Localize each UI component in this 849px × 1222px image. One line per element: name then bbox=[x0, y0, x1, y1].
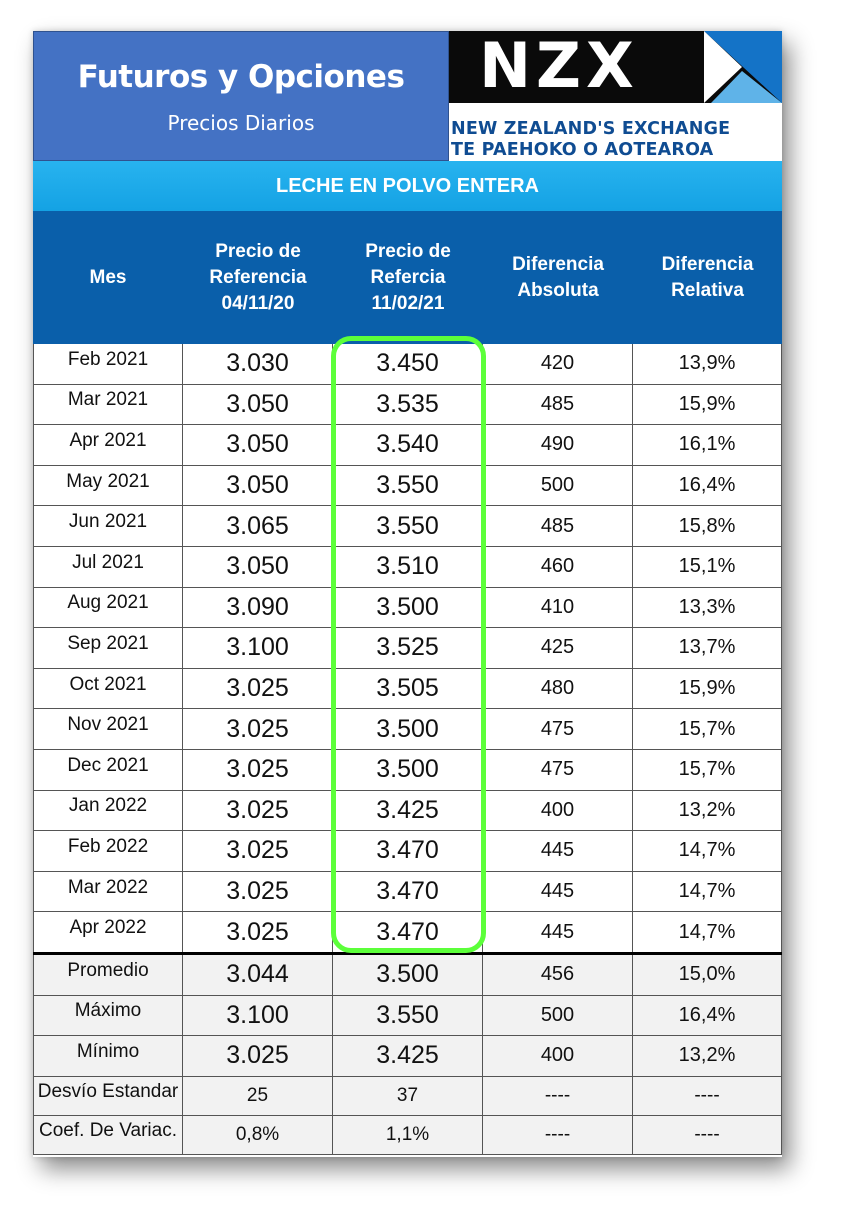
page-subtitle: Precios Diarios bbox=[167, 111, 315, 135]
logo-tagline-english: NEW ZEALAND'S EXCHANGE bbox=[451, 119, 731, 139]
cell-ref-price-1: 0,8% bbox=[183, 1116, 333, 1154]
section-title: LECHE EN POLVO ENTERA bbox=[33, 161, 782, 211]
cell-rel-diff: 14,7% bbox=[633, 912, 782, 952]
cell-rel-diff: 16,1% bbox=[633, 425, 782, 465]
cell-ref-price-1: 3.065 bbox=[183, 506, 333, 546]
cell-rel-diff: 14,7% bbox=[633, 831, 782, 871]
cell-abs-diff: 500 bbox=[483, 996, 633, 1036]
cell-rel-diff: 15,1% bbox=[633, 547, 782, 587]
page-title: Futuros y Opciones bbox=[77, 59, 405, 95]
cell-month: Oct 2021 bbox=[33, 669, 183, 709]
column-header-rel-diff: Diferencia Relativa bbox=[661, 253, 754, 301]
cell-month: Mar 2022 bbox=[33, 872, 183, 912]
cell-ref-price-1: 3.025 bbox=[183, 1036, 333, 1076]
cell-ref-price-2: 3.550 bbox=[333, 996, 483, 1036]
cell-rel-diff: 15,8% bbox=[633, 506, 782, 546]
cell-abs-diff: 500 bbox=[483, 466, 633, 506]
cell-abs-diff: ---- bbox=[483, 1077, 633, 1115]
cell-ref-price-1: 3.025 bbox=[183, 791, 333, 831]
cell-ref-price-1: 3.025 bbox=[183, 912, 333, 952]
table-row bbox=[33, 506, 782, 547]
column-header-abs-diff: Diferencia Absoluta bbox=[512, 253, 604, 301]
cell-ref-price-1: 3.025 bbox=[183, 709, 333, 749]
column-header-ref-price-1: Precio de Referencia 04/11/20 bbox=[209, 240, 307, 314]
cell-rel-diff: 13,9% bbox=[633, 344, 782, 384]
stats-row bbox=[33, 1036, 782, 1077]
cell-month: Nov 2021 bbox=[33, 709, 183, 749]
title-box bbox=[33, 31, 449, 161]
stats-row bbox=[33, 1077, 782, 1116]
logo-tagline-maori: TE PAEHOKO O AOTEAROA bbox=[451, 140, 714, 160]
cell-ref-price-2: 3.500 bbox=[333, 709, 483, 749]
table-row bbox=[33, 466, 782, 507]
column-header-row bbox=[33, 211, 782, 344]
cell-month: Jul 2021 bbox=[33, 547, 183, 587]
cell-ref-price-1: 3.050 bbox=[183, 466, 333, 506]
cell-month: Aug 2021 bbox=[33, 588, 183, 628]
stats-row bbox=[33, 1116, 782, 1155]
table-row bbox=[33, 588, 782, 629]
cell-abs-diff: ---- bbox=[483, 1116, 633, 1154]
cell-ref-price-1: 3.025 bbox=[183, 750, 333, 790]
cell-abs-diff: 456 bbox=[483, 955, 633, 995]
cell-ref-price-2: 3.470 bbox=[333, 831, 483, 871]
cell-abs-diff: 490 bbox=[483, 425, 633, 465]
cell-abs-diff: 485 bbox=[483, 385, 633, 425]
cell-month: Apr 2022 bbox=[33, 912, 183, 952]
cell-rel-diff: 13,7% bbox=[633, 628, 782, 668]
cell-ref-price-1: 3.025 bbox=[183, 872, 333, 912]
cell-rel-diff: 13,3% bbox=[633, 588, 782, 628]
table-row bbox=[33, 547, 782, 588]
cell-ref-price-2: 3.500 bbox=[333, 588, 483, 628]
cell-rel-diff: 15,9% bbox=[633, 385, 782, 425]
table-row bbox=[33, 750, 782, 791]
cell-rel-diff: 13,2% bbox=[633, 1036, 782, 1076]
cell-abs-diff: 445 bbox=[483, 872, 633, 912]
cell-ref-price-1: 3.025 bbox=[183, 831, 333, 871]
cell-abs-diff: 445 bbox=[483, 831, 633, 871]
cell-abs-diff: 485 bbox=[483, 506, 633, 546]
cell-month: Apr 2021 bbox=[33, 425, 183, 465]
cell-ref-price-1: 25 bbox=[183, 1077, 333, 1115]
cell-ref-price-1: 3.050 bbox=[183, 547, 333, 587]
cell-month: Feb 2022 bbox=[33, 831, 183, 871]
cell-month: Máximo bbox=[33, 996, 183, 1036]
cell-abs-diff: 480 bbox=[483, 669, 633, 709]
cell-rel-diff: 14,7% bbox=[633, 872, 782, 912]
stats-row bbox=[33, 955, 782, 996]
cell-rel-diff: ---- bbox=[633, 1116, 782, 1154]
table-row bbox=[33, 344, 782, 385]
cell-ref-price-1: 3.090 bbox=[183, 588, 333, 628]
cell-ref-price-1: 3.100 bbox=[183, 996, 333, 1036]
cell-abs-diff: 475 bbox=[483, 750, 633, 790]
cell-ref-price-1: 3.030 bbox=[183, 344, 333, 384]
cell-ref-price-2: 3.535 bbox=[333, 385, 483, 425]
cell-ref-price-2: 3.505 bbox=[333, 669, 483, 709]
table-row bbox=[33, 628, 782, 669]
cell-rel-diff: 15,7% bbox=[633, 709, 782, 749]
cell-rel-diff: 16,4% bbox=[633, 996, 782, 1036]
table-row bbox=[33, 669, 782, 710]
cell-month: Mínimo bbox=[33, 1036, 183, 1076]
cell-ref-price-2: 3.510 bbox=[333, 547, 483, 587]
cell-abs-diff: 400 bbox=[483, 1036, 633, 1076]
cell-abs-diff: 410 bbox=[483, 588, 633, 628]
cell-month: Promedio bbox=[33, 955, 183, 995]
table-row bbox=[33, 709, 782, 750]
cell-ref-price-1: 3.100 bbox=[183, 628, 333, 668]
report-card bbox=[33, 31, 782, 1157]
cell-rel-diff: 15,7% bbox=[633, 750, 782, 790]
cell-abs-diff: 420 bbox=[483, 344, 633, 384]
cell-month: May 2021 bbox=[33, 466, 183, 506]
cell-rel-diff: 13,2% bbox=[633, 791, 782, 831]
cell-rel-diff: 15,0% bbox=[633, 955, 782, 995]
cell-rel-diff: 16,4% bbox=[633, 466, 782, 506]
cell-abs-diff: 425 bbox=[483, 628, 633, 668]
cell-ref-price-2: 3.500 bbox=[333, 750, 483, 790]
cell-ref-price-2: 3.425 bbox=[333, 1036, 483, 1076]
cell-ref-price-2: 3.500 bbox=[333, 955, 483, 995]
cell-month: Jun 2021 bbox=[33, 506, 183, 546]
column-header-month: Mes bbox=[89, 266, 127, 288]
table-row bbox=[33, 912, 782, 953]
cell-ref-price-2: 3.525 bbox=[333, 628, 483, 668]
cell-month: Feb 2021 bbox=[33, 344, 183, 384]
column-header-ref-price-2: Precio de Refercia 11/02/21 bbox=[365, 240, 451, 314]
cell-rel-diff: 15,9% bbox=[633, 669, 782, 709]
cell-ref-price-2: 3.470 bbox=[333, 912, 483, 952]
cell-ref-price-1: 3.050 bbox=[183, 385, 333, 425]
stats-row bbox=[33, 996, 782, 1037]
cell-month: Desvío Estandar bbox=[33, 1077, 183, 1115]
cell-ref-price-1: 3.025 bbox=[183, 669, 333, 709]
nzx-logo-text: NZX bbox=[479, 31, 639, 102]
cell-ref-price-2: 3.550 bbox=[333, 506, 483, 546]
table-row bbox=[33, 791, 782, 832]
cell-month: Jan 2022 bbox=[33, 791, 183, 831]
table-row bbox=[33, 831, 782, 872]
nzx-logo bbox=[449, 31, 782, 161]
cell-ref-price-2: 1,1% bbox=[333, 1116, 483, 1154]
cell-ref-price-2: 3.540 bbox=[333, 425, 483, 465]
table-row bbox=[33, 872, 782, 913]
cell-abs-diff: 475 bbox=[483, 709, 633, 749]
cell-rel-diff: ---- bbox=[633, 1077, 782, 1115]
cell-ref-price-1: 3.050 bbox=[183, 425, 333, 465]
cell-abs-diff: 445 bbox=[483, 912, 633, 952]
cell-month: Mar 2021 bbox=[33, 385, 183, 425]
cell-ref-price-2: 3.470 bbox=[333, 872, 483, 912]
cell-ref-price-2: 3.450 bbox=[333, 344, 483, 384]
cell-month: Coef. De Variac. bbox=[33, 1116, 183, 1154]
cell-month: Dec 2021 bbox=[33, 750, 183, 790]
cell-ref-price-1: 3.044 bbox=[183, 955, 333, 995]
cell-ref-price-2: 3.550 bbox=[333, 466, 483, 506]
table-row bbox=[33, 385, 782, 426]
cell-ref-price-2: 37 bbox=[333, 1077, 483, 1115]
cell-month: Sep 2021 bbox=[33, 628, 183, 668]
cell-abs-diff: 460 bbox=[483, 547, 633, 587]
table-row bbox=[33, 425, 782, 466]
cell-abs-diff: 400 bbox=[483, 791, 633, 831]
cell-ref-price-2: 3.425 bbox=[333, 791, 483, 831]
